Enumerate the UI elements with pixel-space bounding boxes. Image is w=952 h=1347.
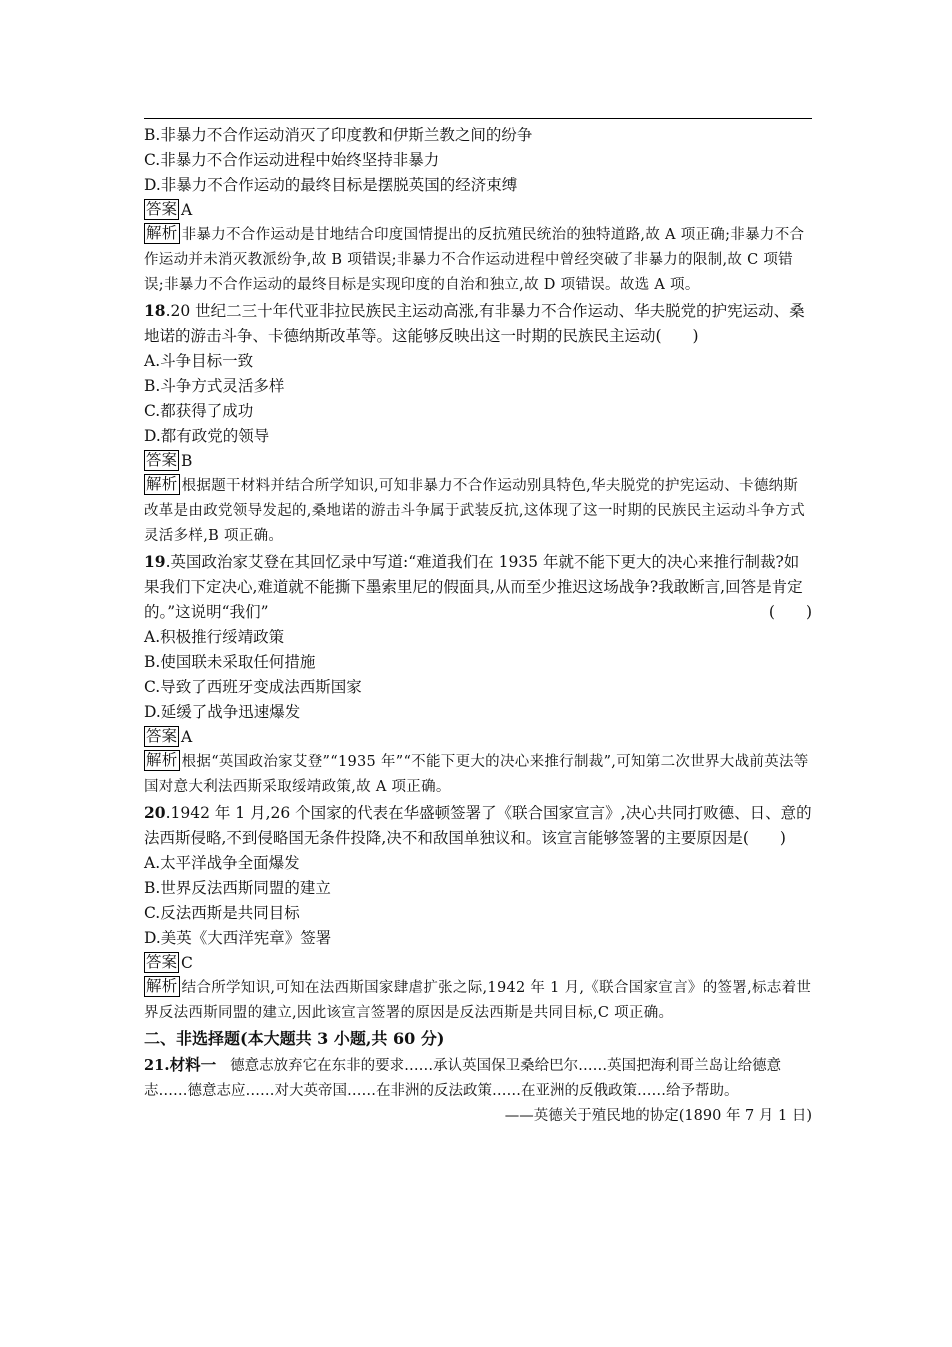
material-label: .材料一 [164, 1055, 217, 1074]
answer-value: B [181, 452, 193, 470]
q20-option-d: D.美英《大西洋宪章》签署 [144, 929, 332, 947]
header-rule [144, 118, 812, 119]
material-source: ——英德关于殖民地的协定(1890 年 7 月 1 日) [504, 1108, 812, 1124]
question-text: .20 世纪二三十年代亚非拉民族民主运动高涨,有非暴力不合作运动、华夫脱党的护宪运动、桑地诺的游击斗争、卡德纳斯改革等。这能够反映出这一时期的民族民主运动( ) [144, 302, 805, 345]
analysis-tag: 解析 [146, 977, 178, 995]
q17-option-b: B.非暴力不合作运动消灭了印度教和伊斯兰教之间的纷争 [144, 126, 533, 144]
analysis-text: 非暴力不合作运动是甘地结合印度国情提出的反抗殖民统治的独特道路,故 A 项正确;非暴力不合作运动并未消灭教派纷争,故 B 项错误;非暴力不合作运动进程中曾经突破了非暴力的限制,故 C 项错误;非暴力不合作运动的最终目标是实现印度的自治和独立,故 D 项错误。故选 A 项。 [144, 227, 805, 293]
q20-answer [144, 951, 812, 976]
question-number: 19 [144, 552, 166, 571]
answer-tag: 答案 [146, 727, 178, 745]
analysis-text: 根据“英国政治家艾登”“1935 年”“不能下更大的决心来推行制裁”,可知第二次世界大战前英法等国对意大利法西斯采取绥靖政策,故 A 项正确。 [144, 754, 809, 795]
q17-analysis [144, 223, 812, 298]
answer-tag: 答案 [146, 451, 178, 469]
section-heading: 二、非选择题(本大题共 3 小题,共 60 分) [144, 1029, 445, 1048]
analysis-text: 结合所学知识,可知在法西斯国家肆虐扩张之际,1942 年 1 月,《联合国家宣言》的签署,标志着世界反法西斯同盟的建立,因此该宣言签署的原因是反法西斯是共同目标,C 项正确。 [144, 980, 812, 1021]
answer-blank: ( ) [768, 603, 812, 621]
q18-option-c: C.都获得了成功 [144, 402, 254, 420]
analysis-tag: 解析 [146, 475, 178, 493]
q20-analysis [144, 976, 812, 1026]
q18-stem [144, 298, 812, 349]
q19-analysis [144, 750, 812, 800]
question-number: 21 [144, 1057, 165, 1074]
answer-value: A [181, 728, 193, 746]
answer-tag: 答案 [146, 200, 178, 218]
analysis-text: 根据题干材料并结合所学知识,可知非暴力不合作运动别具特色,华夫脱党的护宪运动、卡德纳斯改革是由政党领导发起的,桑地诺的游击斗争属于武装反抗,这体现了这一时期的民族民主运动斗争方式灵活多样,B 项正确。 [144, 478, 806, 544]
q19-option-a: A.积极推行绥靖政策 [144, 628, 285, 646]
q19-stem [144, 549, 812, 625]
q20-option-a: A.太平洋战争全面爆发 [144, 854, 300, 872]
q20-option-b: B.世界反法西斯同盟的建立 [144, 879, 331, 897]
q18-option-b: B.斗争方式灵活多样 [144, 377, 285, 395]
q19-answer [144, 725, 812, 750]
question-text: .英国政治家艾登在其回忆录中写道:“难道我们在 1935 年就不能下更大的决心来推行制裁?如果我们下定决心,难道就不能撕下墨索里尼的假面具,从而至少推迟这场战争?我敢断言,回答是肯定的。”这说明“我们” [144, 553, 803, 621]
q18-option-d: D.都有政党的领导 [144, 427, 270, 445]
material-text: 德意志放弃它在东非的要求……承认英国保卫桑给巴尔……英国把海利哥兰岛让给德意志……德意志应……对大英帝国……在非洲的反法政策……在亚洲的反俄政策……给予帮助。 [144, 1058, 782, 1099]
answer-value: A [181, 201, 193, 219]
question-number: 18 [144, 301, 166, 320]
q19-option-c: C.导致了西班牙变成法西斯国家 [144, 678, 362, 696]
question-number: 20 [144, 803, 166, 822]
q19-option-b: B.使国联未采取任何措施 [144, 653, 316, 671]
analysis-tag: 解析 [146, 751, 178, 769]
q20-stem [144, 800, 812, 851]
q18-answer [144, 449, 812, 474]
answer-value: C [181, 954, 193, 972]
analysis-tag: 解析 [146, 224, 178, 242]
q19-option-d: D.延缓了战争迅速爆发 [144, 703, 301, 721]
question-text: .1942 年 1 月,26 个国家的代表在华盛顿签署了《联合国家宣言》,决心共同打败德、日、意的法西斯侵略,不到侵略国无条件投降,决不和敌国单独议和。该宣言能够签署的主要原因是( ) [144, 804, 812, 847]
answer-tag: 答案 [146, 953, 178, 971]
q17-answer [144, 198, 812, 223]
q17-option-c: C.非暴力不合作运动进程中始终坚持非暴力 [144, 151, 440, 169]
q17-option-d: D.非暴力不合作运动的最终目标是摆脱英国的经济束缚 [144, 176, 518, 194]
q18-option-a: A.斗争目标一致 [144, 352, 254, 370]
q20-option-c: C.反法西斯是共同目标 [144, 904, 300, 922]
q21-material [144, 1052, 812, 1104]
page-content [144, 118, 812, 1129]
q18-analysis [144, 474, 812, 549]
